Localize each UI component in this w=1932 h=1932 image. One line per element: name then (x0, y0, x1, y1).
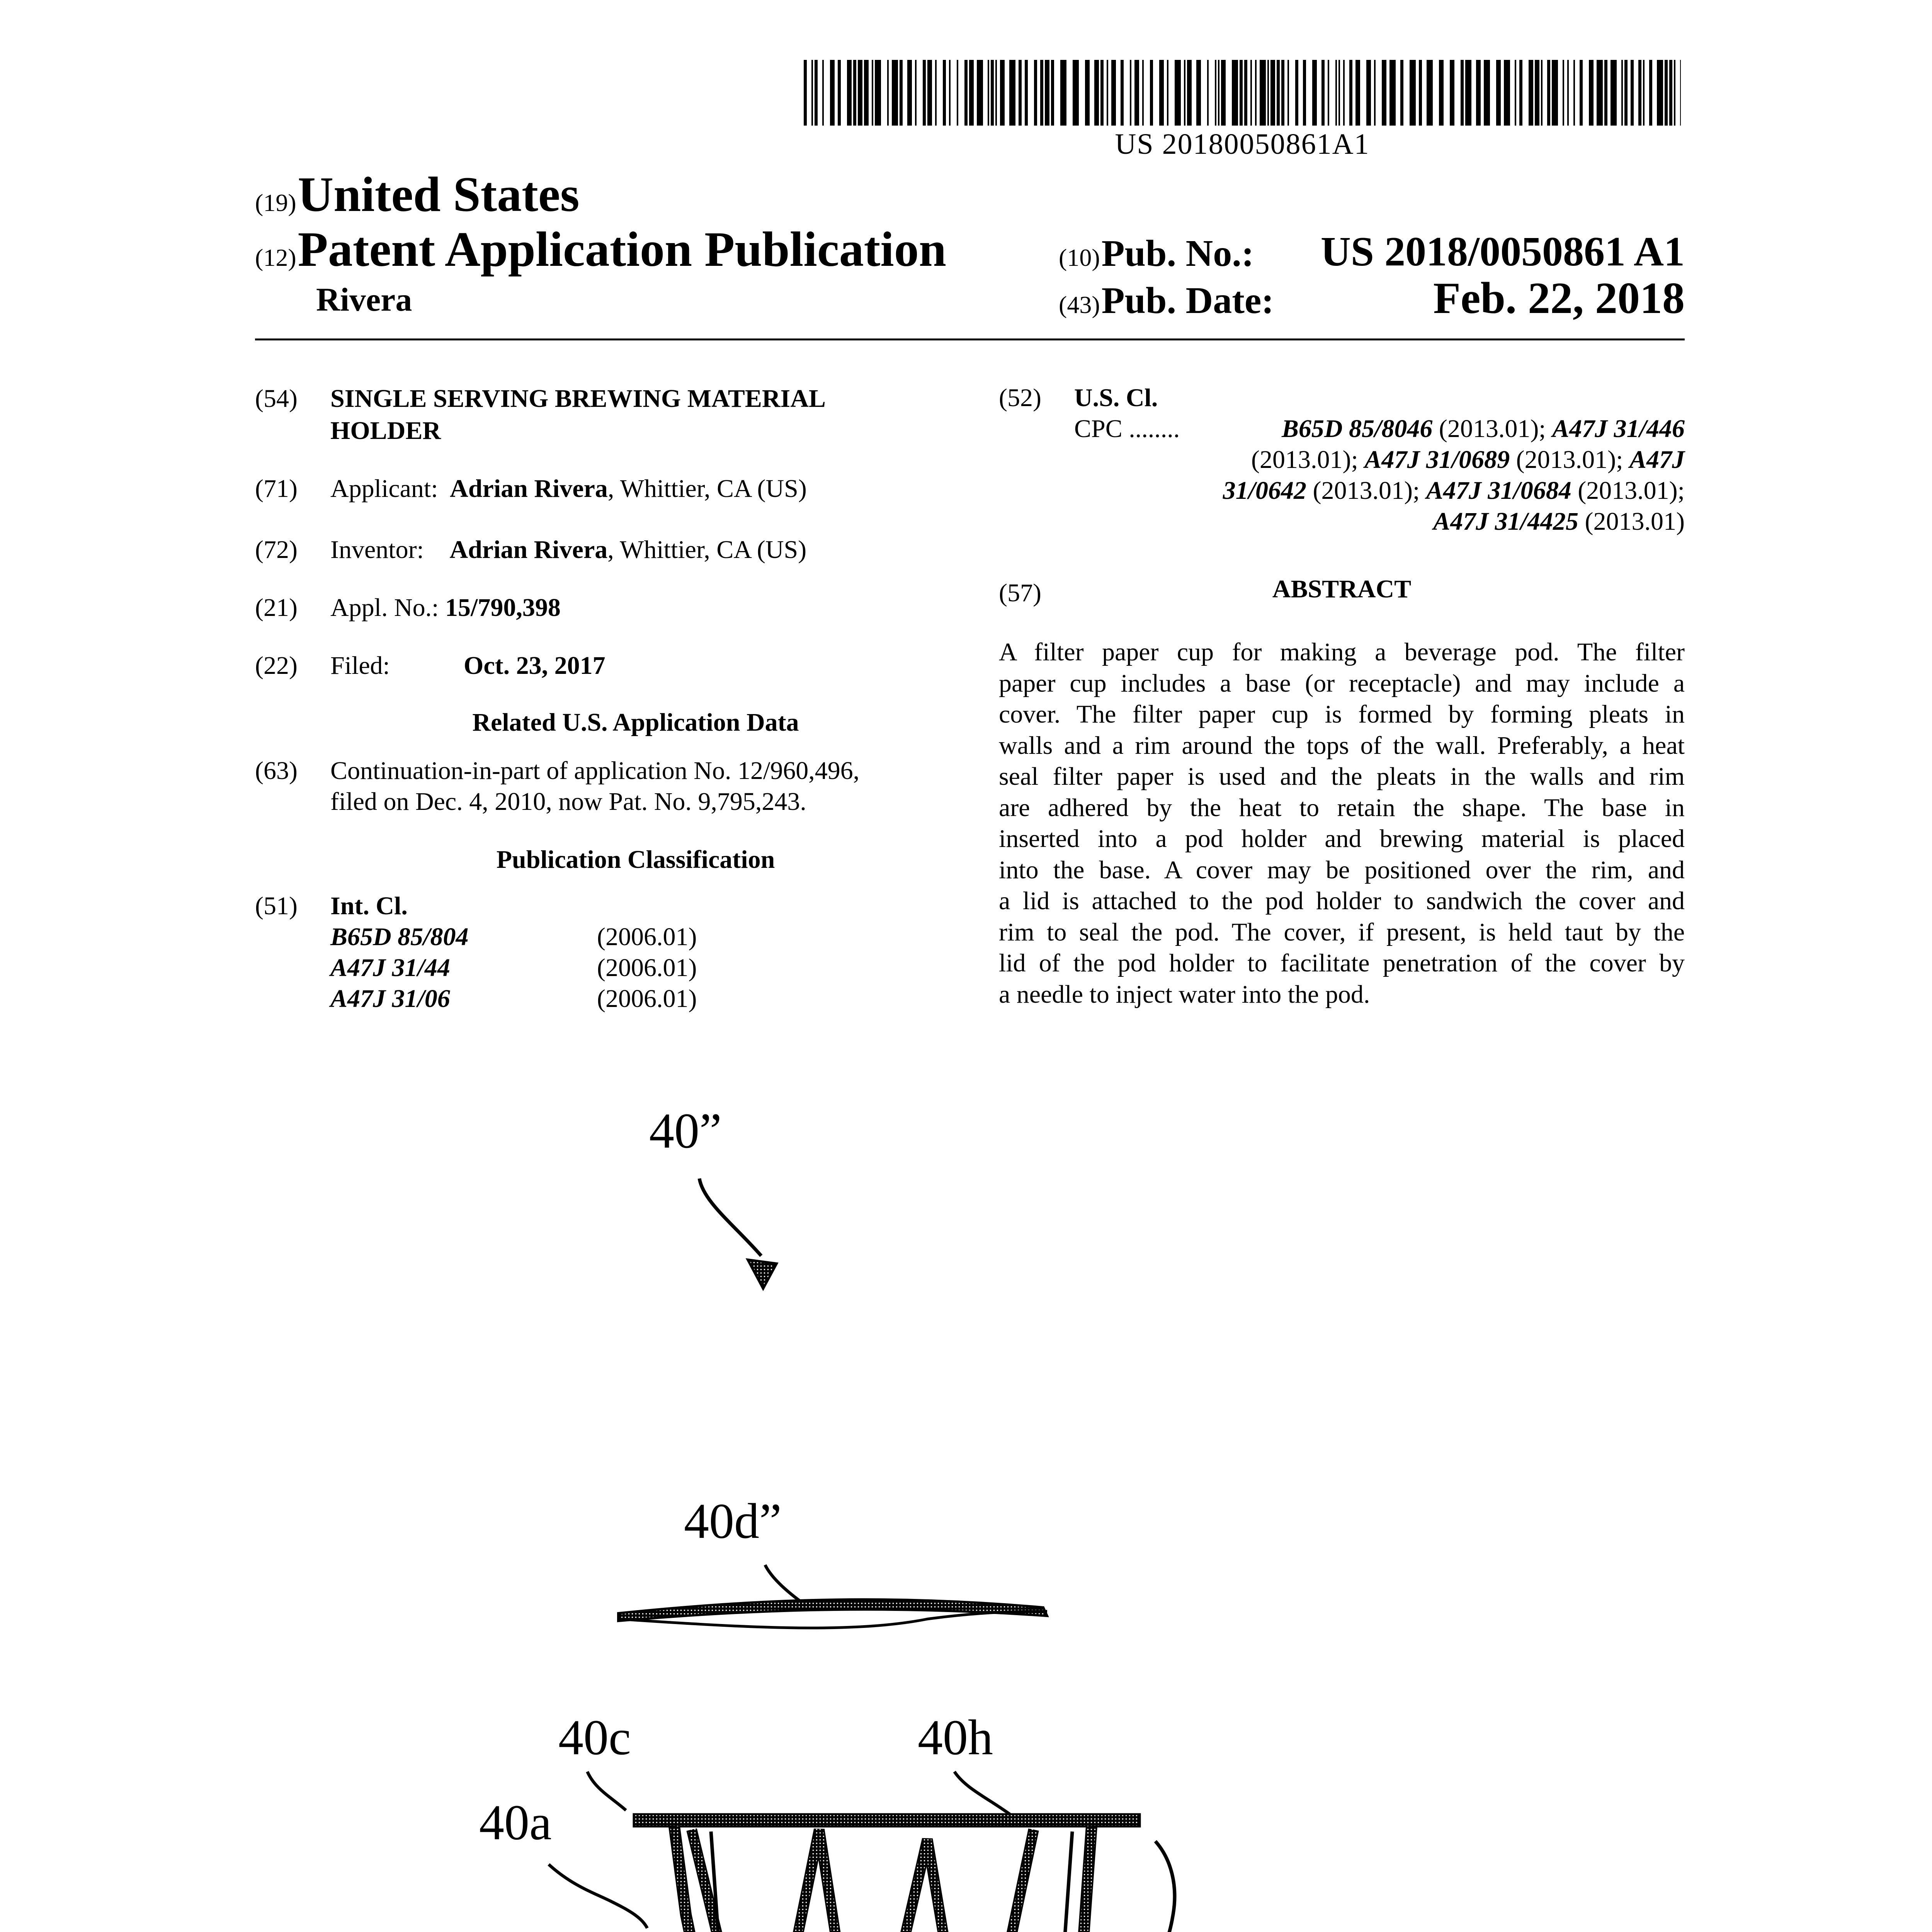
barcode-bar (1260, 60, 1266, 126)
label-rim-right: 40h (918, 1710, 993, 1765)
cpc-class-2: A47J 31/446 (1552, 415, 1685, 443)
cup-pleats-fill (692, 1830, 1034, 1932)
barcode-bar (1382, 60, 1386, 126)
appl-code: (21) (255, 594, 298, 622)
cpc-year-6: (2013.01) (1578, 507, 1685, 536)
barcode-bar (1338, 60, 1340, 126)
barcode-bar (1621, 60, 1623, 126)
leader-rim-right (954, 1772, 1012, 1816)
applicant-location: , Whittier, CA (US) (607, 474, 807, 503)
barcode-bar (1175, 60, 1181, 126)
barcode-bar (977, 60, 983, 126)
barcode-bar (1100, 60, 1104, 126)
abstract-code: (57) (999, 579, 1041, 607)
cup-rim (634, 1814, 1140, 1827)
barcode-bar (1419, 60, 1422, 126)
barcode-bar (1184, 60, 1185, 126)
barcode-bar (1221, 60, 1226, 126)
document-number: US 20180050861A1 (1115, 128, 1370, 160)
barcode-bar (1277, 60, 1280, 126)
barcode-bar (991, 60, 994, 126)
kind-line (255, 221, 946, 278)
filed-value: Oct. 23, 2017 (464, 651, 605, 680)
barcode-bar (1541, 60, 1543, 126)
intcl-label: Int. Cl. (330, 892, 408, 920)
cpc-year-4: (2013.01); (1306, 476, 1426, 505)
barcode-bar (1355, 60, 1360, 126)
barcode-bar (811, 60, 813, 126)
barcode-bar (1366, 60, 1371, 126)
cpc-line1 (1074, 413, 1685, 445)
barcode-bar (1073, 60, 1079, 126)
inventor-location: , Whittier, CA (US) (607, 536, 807, 564)
barcode-bar (1439, 60, 1444, 126)
patent-drawing (464, 1063, 1507, 1932)
barcode-bar (1335, 60, 1337, 126)
intcl-year-3: (2006.01) (597, 985, 697, 1013)
barcode-bar (1240, 60, 1243, 126)
title-line1: SINGLE SERVING BREWING MATERIAL (330, 384, 826, 413)
barcode-bar (943, 60, 946, 126)
barcode-bar (1000, 60, 1005, 126)
barcode-bar (1580, 60, 1583, 126)
height-brace (1155, 1841, 1175, 1932)
uscl-code: (52) (999, 384, 1041, 412)
abstract-line: inserted into a pod holder and brewing material is placed (999, 825, 1685, 853)
pub-no-label: Pub. No.: (1101, 233, 1254, 274)
barcode-bar (853, 60, 856, 126)
barcode-bar (1573, 60, 1575, 126)
cpc-label: CPC ........ (1074, 415, 1180, 443)
pub-date-line (1059, 279, 1274, 322)
barcode-bar (1094, 60, 1099, 126)
pub-date-value: Feb. 22, 2018 (1433, 274, 1685, 323)
barcode-bar (964, 60, 968, 126)
barcode-bar (907, 60, 912, 126)
abstract-line: a needle to inject water into the pod. (999, 980, 1370, 1009)
barcode-bar (1638, 60, 1641, 126)
fig-label: 40” (649, 1103, 722, 1159)
barcode-bar (1111, 60, 1116, 126)
cpc-class-4b: 31/0642 (1223, 476, 1307, 505)
inventor-surname: Rivera (316, 281, 412, 318)
abstract-body (999, 637, 1685, 1010)
barcode-bar (1643, 60, 1645, 126)
intcl-year-2: (2006.01) (597, 954, 697, 982)
abstract-line: are adhered by the heat to retain the shape. The base in (999, 793, 1685, 822)
barcode-bar (957, 60, 958, 126)
barcode-bar (1244, 60, 1247, 126)
barcode-bar (1484, 60, 1490, 126)
barcode-bar (1328, 60, 1329, 126)
barcode-bar (1611, 60, 1617, 126)
appl-line (330, 592, 561, 624)
barcode-bar (1465, 60, 1471, 126)
cpc-year-2: (2013.01); (1251, 446, 1365, 474)
abstract-heading: ABSTRACT (1272, 575, 1412, 603)
barcode-bar (887, 60, 889, 126)
barcode-bar (1349, 60, 1352, 126)
barcode-bar (1552, 60, 1558, 126)
barcode (804, 60, 1681, 126)
barcode-bar (1400, 60, 1403, 126)
barcode-bar (1267, 60, 1269, 126)
barcode-bar (1034, 60, 1037, 126)
barcode-bar (1389, 60, 1396, 126)
cpc-class-3: A47J 31/0689 (1364, 446, 1510, 474)
intcl-code-1: B65D 85/804 (330, 923, 469, 951)
barcode-bar (858, 60, 862, 126)
pub-no-line (1059, 232, 1254, 275)
country-code: (19) (255, 189, 296, 216)
applicant-name: Adrian Rivera (450, 474, 608, 503)
barcode-bar (815, 60, 818, 126)
cpc-line4 (1074, 506, 1685, 537)
barcode-bar (1674, 60, 1675, 126)
label-cover: 40d” (684, 1493, 782, 1549)
filed-label: Filed: (330, 651, 390, 680)
barcode-bar (1295, 60, 1298, 126)
barcode-bar (949, 60, 951, 126)
barcode-bar (1496, 60, 1501, 126)
barcode-bar (892, 60, 898, 126)
barcode-bar (1589, 60, 1594, 126)
intcl-year-1: (2006.01) (597, 923, 697, 951)
barcode-bar (1624, 60, 1628, 126)
barcode-bar (847, 60, 852, 126)
barcode-bar (1649, 60, 1652, 126)
inner-wall-line-right (1053, 1832, 1072, 1932)
barcode-bar (1410, 60, 1416, 126)
barcode-bar (1045, 60, 1049, 126)
title-code: (54) (255, 384, 298, 413)
barcode-bar (923, 60, 926, 126)
abstract-line: into the base. A cover may be positioned over the rim, and (999, 855, 1685, 884)
header-rule (255, 338, 1685, 340)
applicant-line (330, 473, 807, 505)
barcode-bar (872, 60, 873, 126)
abstract-line: A filter paper cup for making a beverage pod. The filter (999, 638, 1685, 666)
pubclass-heading: Publication Classification (496, 845, 775, 874)
pub-date-label: Pub. Date: (1101, 280, 1274, 321)
fig-arrow-shaft (699, 1179, 761, 1256)
appl-label: Appl. No.: (330, 594, 439, 622)
continuation-code: (63) (255, 757, 298, 785)
barcode-bar (988, 60, 989, 126)
barcode-bar (1040, 60, 1043, 126)
barcode-bar (1187, 60, 1192, 126)
barcode-bar (915, 60, 917, 126)
country-line (255, 166, 580, 223)
barcode-bar (1547, 60, 1550, 126)
abstract-line: walls and a rim around the tops of the wall. Preferably, a heat (999, 731, 1685, 760)
cpc-class-1: B65D 85/8046 (1281, 415, 1433, 443)
country: United States (298, 167, 580, 222)
barcode-bar (1665, 60, 1668, 126)
inventor-code: (72) (255, 536, 298, 564)
cup-pleats (692, 1830, 1034, 1932)
barcode-bar (1025, 60, 1028, 126)
barcode-bar (1167, 60, 1168, 126)
barcode-bar (1281, 60, 1284, 126)
barcode-bar (1476, 60, 1481, 126)
barcode-bar (1255, 60, 1257, 126)
barcode-bar (1657, 60, 1663, 126)
barcode-bar (1196, 60, 1201, 126)
barcode-bar (995, 60, 997, 126)
kind-code: (12) (255, 244, 296, 271)
barcode-bar (1159, 60, 1164, 126)
cup-wall-right-fill (1070, 1827, 1092, 1932)
intcl-code: (51) (255, 892, 298, 920)
cpc-year-5: (2013.01); (1571, 476, 1685, 505)
abstract-line: cover. The filter paper cup is formed by forming pleats in (999, 700, 1685, 728)
inventor-line (330, 534, 806, 566)
cover-sheet (618, 1599, 1047, 1621)
barcode-bar (1504, 60, 1510, 126)
barcode-bar (822, 60, 824, 126)
barcode-bar (1461, 60, 1464, 126)
barcode-bar (1009, 60, 1015, 126)
cpc-line2 (1074, 444, 1685, 476)
leader-side (549, 1864, 647, 1928)
intcl-code-3: A47J 31/06 (330, 985, 450, 1013)
barcode-bar (1270, 60, 1275, 126)
applicant-label: Applicant: (330, 474, 438, 503)
barcode-bar (1134, 60, 1139, 126)
barcode-bar (1604, 60, 1607, 126)
abstract-line: seal filter paper is used and the pleats in the walls and rim (999, 762, 1685, 791)
label-side: 40a (479, 1795, 552, 1850)
barcode-bar (1085, 60, 1090, 126)
related-heading: Related U.S. Application Data (472, 708, 799, 736)
barcode-bar (1680, 60, 1681, 126)
cpc-year-1: (2013.01); (1432, 415, 1553, 443)
barcode-bar (1535, 60, 1539, 126)
barcode-bar (1374, 60, 1376, 126)
barcode-bar (1519, 60, 1522, 126)
pub-no-code: (10) (1059, 244, 1100, 271)
abstract-line: paper cup includes a base (or receptacle) and may include a (999, 669, 1685, 697)
barcode-bar (1567, 60, 1569, 126)
title-line2: HOLDER (330, 417, 441, 445)
barcode-bar (1130, 60, 1131, 126)
arrowhead-icon (748, 1260, 777, 1289)
intcl-code-2: A47J 31/44 (330, 954, 450, 982)
barcode-bar (838, 60, 841, 126)
barcode-bar (1597, 60, 1603, 126)
cpc-class-6: A47J 31/4425 (1433, 507, 1579, 536)
barcode-bar (1107, 60, 1108, 126)
barcode-bar (1450, 60, 1454, 126)
barcode-bar (1121, 60, 1124, 126)
barcode-bar (1529, 60, 1533, 126)
barcode-bar (830, 60, 835, 126)
barcode-bar (1218, 60, 1219, 126)
abstract-line: lid of the pod holder to facilitate penetration of the cover by (999, 949, 1685, 977)
inventor-name: Adrian Rivera (449, 536, 608, 564)
barcode-bar (1515, 60, 1516, 126)
cpc-line3 (1074, 475, 1685, 507)
barcode-bar (1232, 60, 1238, 126)
cpc-year-3: (2013.01); (1510, 446, 1629, 474)
publication-kind: Patent Application Publication (298, 222, 946, 277)
barcode-bar (1321, 60, 1325, 126)
abstract-line: a lid is attached to the pod holder to sandwich the cover and (999, 887, 1685, 915)
inventor-label: Inventor: (330, 536, 424, 564)
barcode-bar (1250, 60, 1252, 126)
barcode-bar (1019, 60, 1022, 126)
label-rim-left: 40c (558, 1710, 631, 1765)
barcode-bar (875, 60, 881, 126)
barcode-bar (1051, 60, 1054, 126)
leader-rim-left (587, 1772, 626, 1810)
barcode-bar (1563, 60, 1564, 126)
barcode-bar (1427, 60, 1433, 126)
barcode-bar (864, 60, 869, 126)
cpc-class-4a: A47J (1629, 446, 1685, 474)
barcode-bar (804, 60, 807, 126)
barcode-bar (900, 60, 903, 126)
appl-value: 15/790,398 (445, 594, 561, 622)
barcode-bar (1215, 60, 1216, 126)
cpc-class-5: A47J 31/0684 (1426, 476, 1571, 505)
barcode-bar (927, 60, 932, 126)
barcode-bar (1207, 60, 1209, 126)
filed-code: (22) (255, 651, 298, 680)
pub-date-code: (43) (1059, 291, 1100, 318)
pub-no-value: US 2018/0050861 A1 (1320, 229, 1685, 275)
barcode-bar (1303, 60, 1306, 126)
barcode-bar (1060, 60, 1066, 126)
barcode-bar (1287, 60, 1289, 126)
continuation-line2: filed on Dec. 4, 2010, now Pat. No. 9,795,243. (330, 787, 806, 816)
barcode-bar (1312, 60, 1317, 126)
abstract-line: rim to seal the pod. The cover, if present, is held taut by the (999, 918, 1685, 946)
barcode-bar (1343, 60, 1345, 126)
barcode-bar (969, 60, 974, 126)
barcode-bar (1631, 60, 1634, 126)
applicant-code: (71) (255, 474, 298, 503)
barcode-bar (1150, 60, 1153, 126)
continuation-line1: Continuation-in-part of application No. 12/960,496, (330, 757, 860, 785)
barcode-bar (1142, 60, 1144, 126)
barcode-bar (935, 60, 937, 126)
uscl-label: U.S. Cl. (1074, 384, 1158, 412)
barcode-bar (1669, 60, 1672, 126)
